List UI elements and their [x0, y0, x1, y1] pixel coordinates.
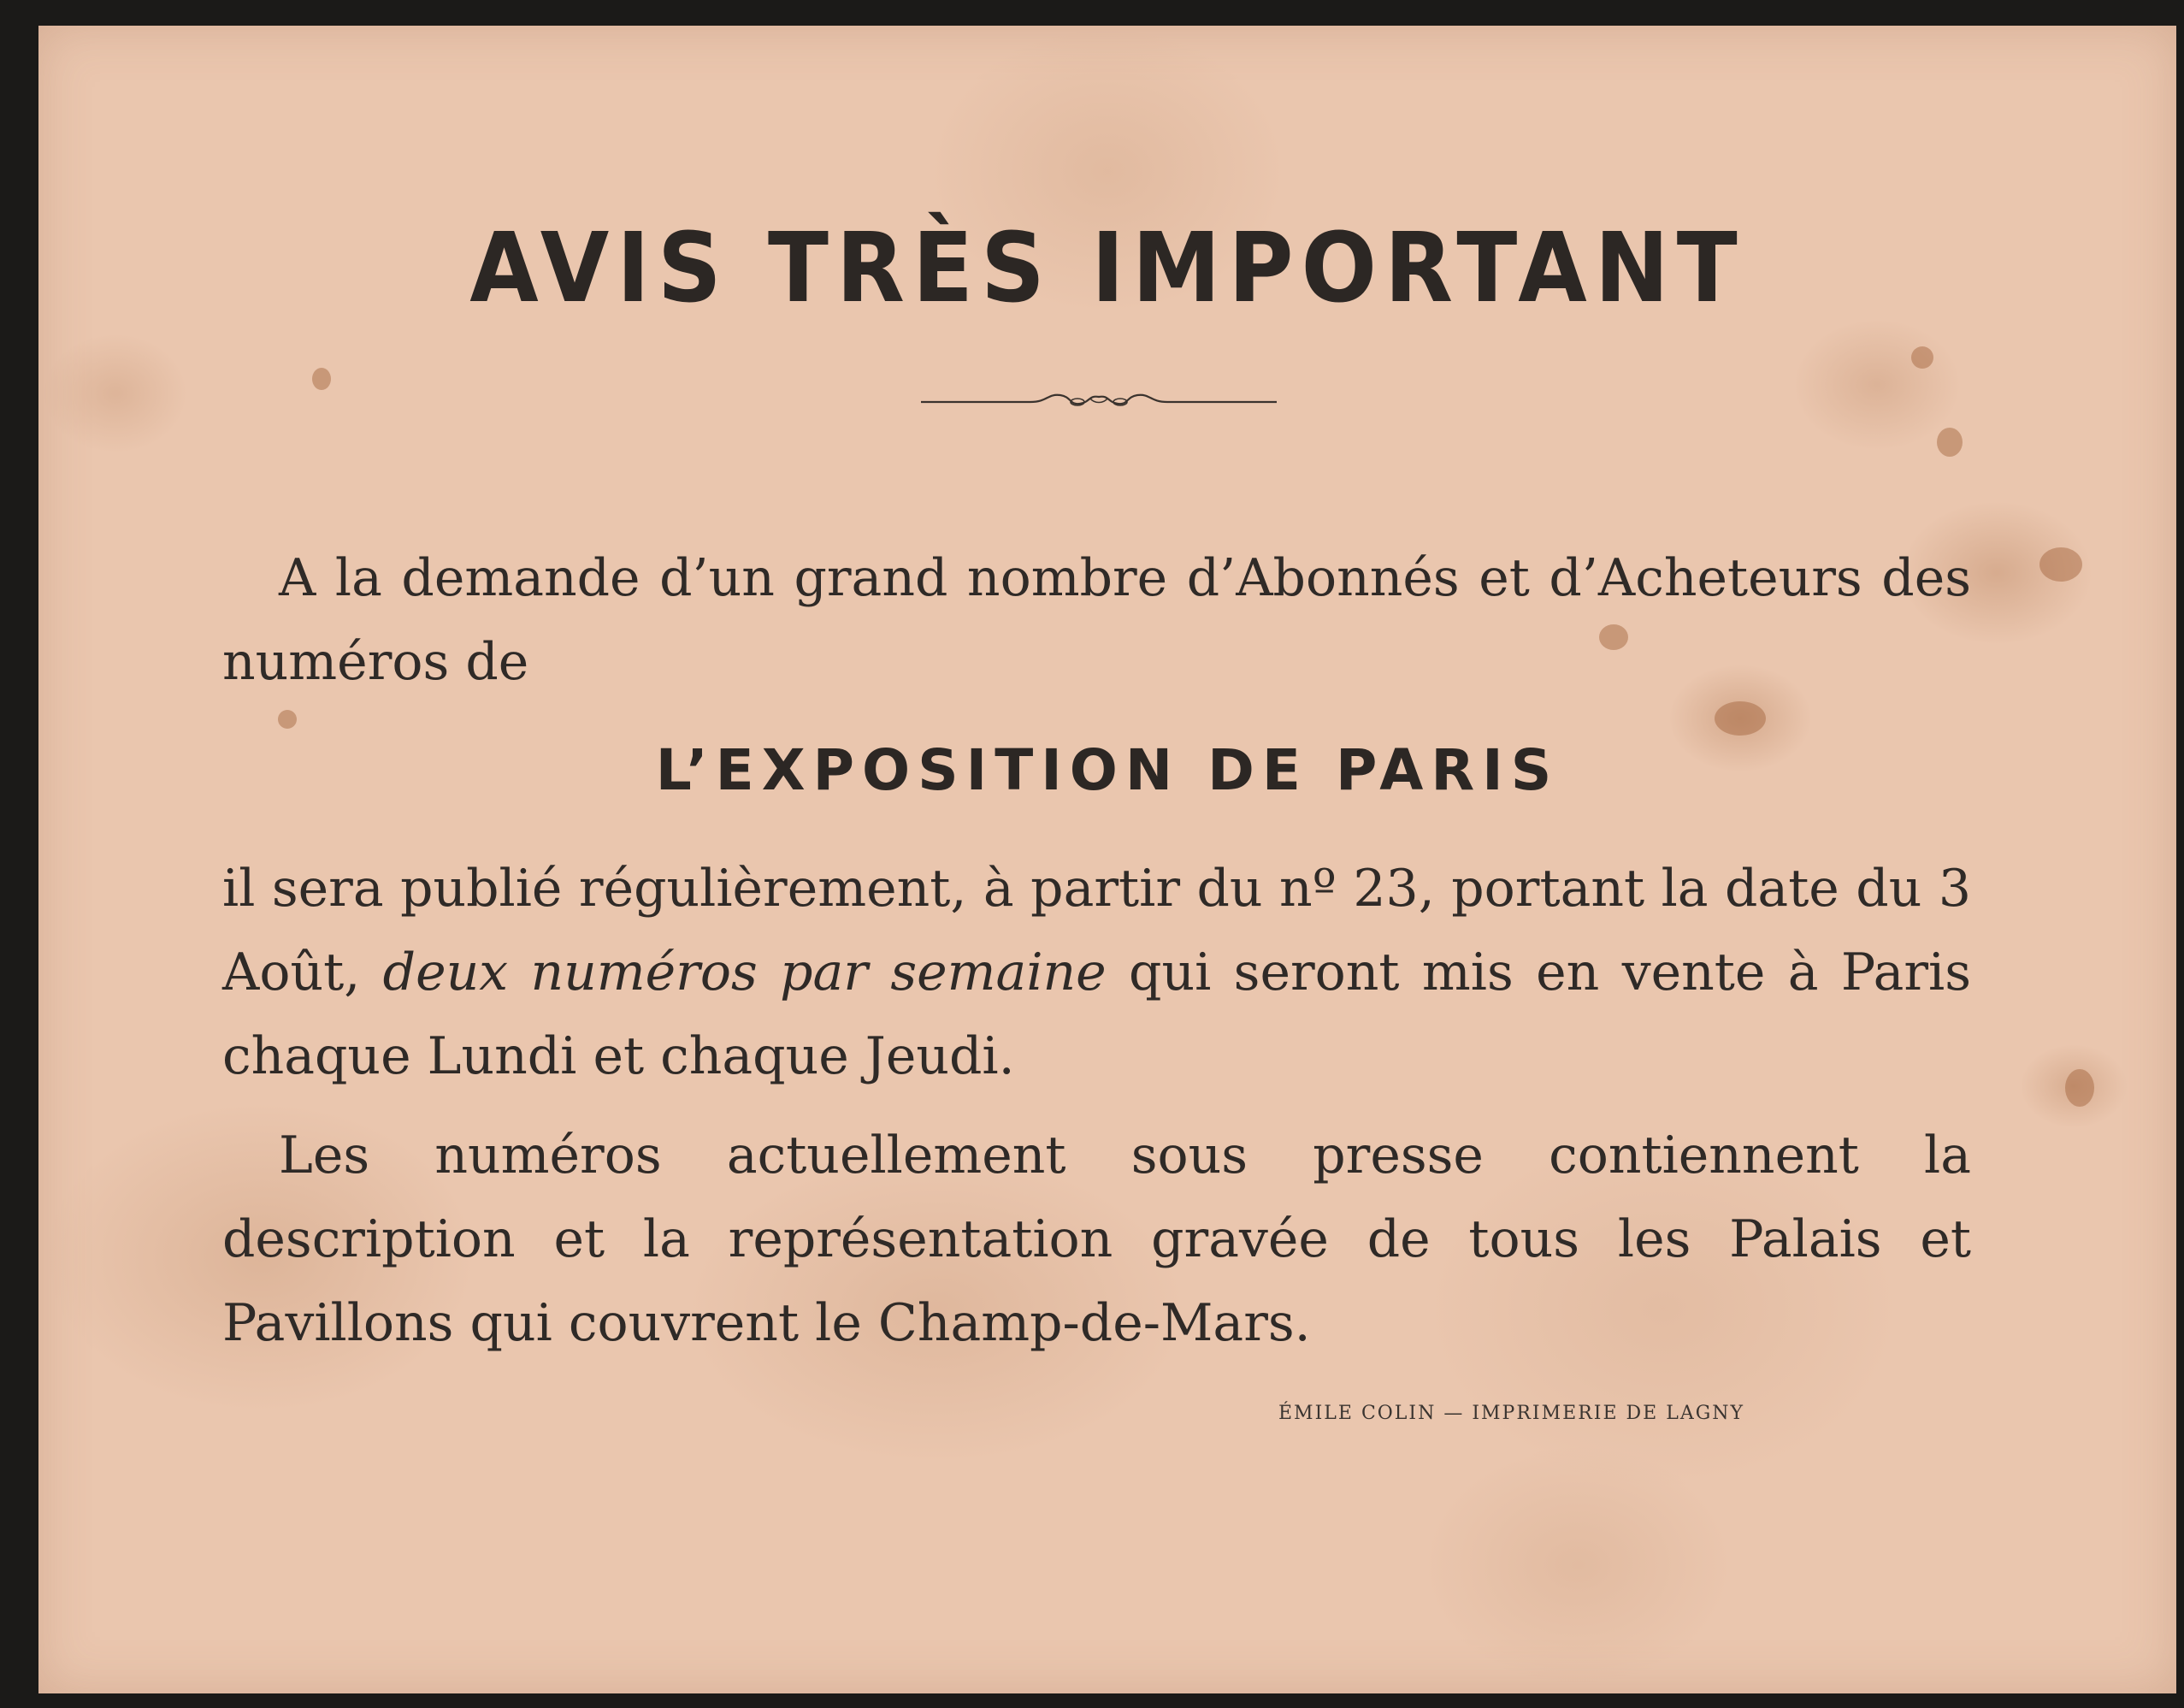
printer-imprint: ÉMILE COLIN — IMPRIMERIE DE LAGNY	[1278, 1403, 1745, 1424]
foxing-stain	[278, 710, 297, 729]
poster-sheet	[38, 26, 2176, 1693]
intro-paragraph: A la demande d’un grand nombre d’Abonnés et d’Acheteurs des numéros de	[222, 548, 1971, 692]
exposition-heading: L’EXPOSITION DE PARIS	[655, 737, 1560, 803]
decorative-rule-ornament	[919, 385, 1278, 419]
foxing-stain	[2039, 547, 2082, 582]
notice-title: AVIS TRÈS IMPORTANT	[469, 211, 1745, 324]
foxing-stain	[2065, 1069, 2094, 1107]
foxing-stain	[1715, 701, 1766, 736]
contents-paragraph: Les numéros actuellement sous presse contiennent la description et la représentation gravée de tous les Palais et Pavillons qui couvrent le Champ-de-Mars.	[222, 1126, 1971, 1353]
foxing-stain	[312, 368, 331, 390]
publication-text-end: qui seront mis en vente à Paris chaque Lundi et chaque Jeudi.	[222, 943, 1972, 1086]
publication-paragraph	[222, 847, 1971, 1098]
publication-emphasis: deux numéros par semaine	[382, 943, 1107, 1002]
foxing-stain	[1911, 346, 1933, 369]
foxing-stain	[1599, 624, 1628, 650]
foxing-stain	[1937, 428, 1963, 457]
publication-text-start: il sera publié régulièrement, à partir du nº 23, portant la date du 3 Août,	[222, 859, 1971, 1002]
